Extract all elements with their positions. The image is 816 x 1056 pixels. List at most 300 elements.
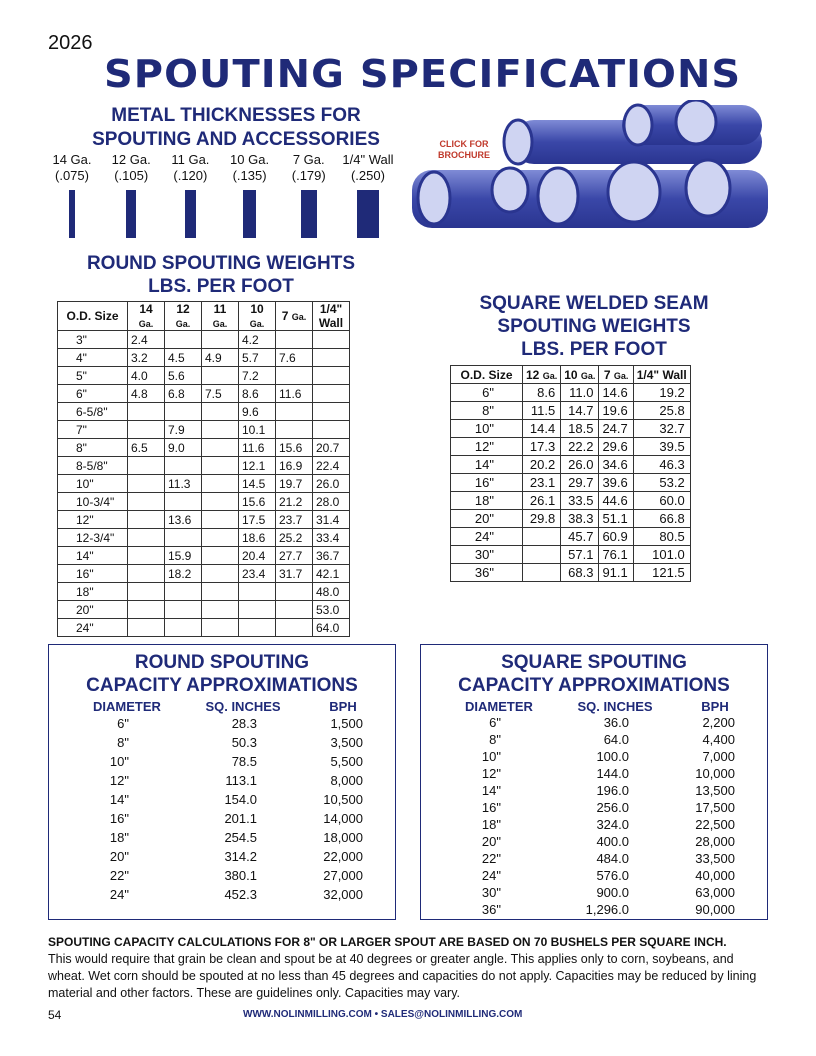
column-header [313,302,350,331]
capacity-row [421,799,767,816]
table-row [58,349,350,367]
capacity-row [49,790,395,809]
weight-cell [276,421,313,439]
capacity-sq-inches: 196.0 [596,783,629,798]
weight-cell [276,331,313,349]
weight-cell: 26.1 [523,492,561,510]
weight-cell [165,457,202,475]
capacity-row [49,733,395,752]
table-row [58,421,350,439]
capacity-bph: 4,400 [702,732,735,747]
weight-cell [276,403,313,421]
weight-cell: 24.7 [599,420,633,438]
weight-cell: 15.6 [276,439,313,457]
capacity-sq-inches: 256.0 [596,800,629,815]
square-weights-title [450,292,738,361]
weight-cell [128,601,165,619]
round-capacity-title [49,651,395,697]
gauge-thickness-bar [243,190,255,238]
weight-cell: 8.6 [239,385,276,403]
weight-cell: 17.5 [239,511,276,529]
weight-cell: 7.6 [276,349,313,367]
weight-cell [202,475,239,493]
weight-cell [239,619,276,637]
weight-cell [202,439,239,457]
capacity-bph: 13,500 [695,783,735,798]
weight-cell: 121.5 [633,564,690,582]
gauge-unit: Ga. [580,370,596,381]
weight-cell [313,367,350,385]
weight-cell: 19.2 [633,384,690,402]
column-header-label: O.D. Size [66,309,119,323]
footnote-bold: SPOUTING CAPACITY CALCULATIONS FOR 8" OR LARGER SPOUT ARE BASED ON 70 BUSHELS PER SQUARE INCH. [48,935,727,949]
weight-cell: 29.8 [523,510,561,528]
round-weights-table [57,301,350,637]
weight-cell: 25.8 [633,402,690,420]
capacity-sq-inches: 144.0 [596,766,629,781]
weight-cell: 5.6 [165,367,202,385]
weight-cell: 51.1 [599,510,633,528]
weight-cell: 13.6 [165,511,202,529]
column-header-label: 10 [564,367,578,382]
column-header-label: O.D. Size [460,367,513,382]
weight-cell: 4.8 [128,385,165,403]
column-header-label: 12 [526,367,540,382]
weight-cell [202,457,239,475]
weight-cell [313,421,350,439]
weight-cell [202,565,239,583]
gauge-thickness-bar [301,190,317,238]
weight-cell: 60.9 [599,528,633,546]
weight-cell [202,493,239,511]
capacity-bph: 8,000 [330,773,363,788]
gauge-item [44,152,100,238]
weight-cell: 44.6 [599,492,633,510]
column-header [128,302,165,331]
capacity-sq-inches: 452.3 [224,887,257,902]
weight-cell: 29.7 [561,474,599,492]
round-capacity-rows [49,714,395,904]
capacity-sq-inches: 576.0 [596,868,629,883]
capacity-sq-inches: 78.5 [231,754,257,769]
weight-cell: 53.2 [633,474,690,492]
brochure-line2[interactable]: BROCHURE [438,150,491,160]
gauge-unit: Ga. [613,370,629,381]
weight-cell [276,583,313,601]
capacity-diameter: 30" [481,885,501,900]
capacity-row [421,901,767,918]
thickness-title-line1: METAL THICKNESSES FOR [111,105,361,126]
weight-cell: 66.8 [633,510,690,528]
table-row [58,331,350,349]
weight-cell [276,619,313,637]
capacity-sq-inches: 201.1 [224,811,257,826]
capacity-column-header: SQ. INCHES [577,699,653,714]
weight-cell [165,583,202,601]
weight-cell [202,547,239,565]
capacity-bph: 32,000 [323,887,363,902]
od-size-cell: 8" [58,439,128,457]
weight-cell: 64.0 [313,619,350,637]
capacity-diameter: 10" [109,754,129,769]
capacity-sq-inches: 900.0 [596,885,629,900]
capacity-row [49,866,395,885]
round-capacity-title-line1: ROUND SPOUTING [134,652,310,673]
table-row [58,547,350,565]
gauge-item [340,152,396,238]
brochure-link[interactable] [438,139,490,161]
weight-cell: 31.7 [276,565,313,583]
weight-cell: 4.5 [165,349,202,367]
table-row [451,492,691,510]
square-capacity-box [420,644,768,920]
capacity-diameter: 8" [117,735,129,750]
weight-cell: 7.2 [239,367,276,385]
weight-cell: 76.1 [599,546,633,564]
capacity-diameter: 22" [109,868,129,883]
pipe-brochure-image[interactable] [412,100,768,230]
gauge-item [281,152,337,238]
weight-cell [202,403,239,421]
table-row [58,439,350,457]
weight-cell: 15.9 [165,547,202,565]
square-capacity-rows [421,714,767,918]
od-size-cell: 6" [58,385,128,403]
capacity-row [49,752,395,771]
capacity-diameter: 8" [489,732,501,747]
od-size-cell: 12-3/4" [58,529,128,547]
capacity-diameter: 6" [117,716,129,731]
capacity-diameter: 12" [481,766,501,781]
od-size-cell: 36" [451,564,523,582]
round-capacity-title-line2: CAPACITY APPROXIMATIONS [86,675,358,696]
weight-cell [165,403,202,421]
capacity-diameter: 20" [109,849,129,864]
weight-cell: 4.2 [239,331,276,349]
page-number: 54 [48,1008,62,1022]
weight-cell: 9.0 [165,439,202,457]
table-row [58,367,350,385]
gauge-list [44,152,396,238]
od-size-cell: 12" [58,511,128,529]
gauge-item [222,152,278,238]
weight-cell: 7.5 [202,385,239,403]
weight-cell: 9.6 [239,403,276,421]
square-capacity-title [421,651,767,697]
table-row [58,475,350,493]
thickness-title-line2: SPOUTING AND ACCESSORIES [92,129,380,150]
weight-cell: 15.6 [239,493,276,511]
weight-cell: 17.3 [523,438,561,456]
weight-cell: 25.2 [276,529,313,547]
table-row [451,456,691,474]
capacity-row [421,714,767,731]
od-size-cell: 30" [451,546,523,564]
gauge-unit: Ga. [542,370,558,381]
weight-cell: 3.2 [128,349,165,367]
weight-cell: 2.4 [128,331,165,349]
od-size-cell: 7" [58,421,128,439]
od-size-cell: 5" [58,367,128,385]
capacity-diameter: 18" [481,817,501,832]
weight-cell: 32.7 [633,420,690,438]
gauge-item [162,152,218,238]
capacity-bph: 63,000 [695,885,735,900]
weight-cell [128,511,165,529]
weight-cell [128,565,165,583]
round-weights-title-line1: ROUND SPOUTING WEIGHTS [86,253,356,274]
weight-cell: 91.1 [599,564,633,582]
column-header [599,366,633,384]
gauge-thickness: (.075) [55,168,89,183]
gauge-unit: Ga. [175,319,191,329]
od-size-cell: 20" [58,601,128,619]
weight-cell: 8.6 [523,384,561,402]
weight-cell: 23.7 [276,511,313,529]
weight-cell: 20.2 [523,456,561,474]
capacity-bph: 18,000 [323,830,363,845]
capacity-diameter: 6" [489,715,501,730]
round-weights-title [57,252,385,298]
capacity-bph: 28,000 [695,834,735,849]
square-capacity-title-line1: SQUARE SPOUTING [501,652,687,673]
table-row [58,403,350,421]
weight-cell: 39.6 [599,474,633,492]
gauge-thickness: (.105) [114,168,149,183]
capacity-row [49,714,395,733]
weight-cell: 11.0 [561,384,599,402]
square-capacity-header [421,699,767,714]
column-header-label: 10 [250,302,264,316]
weight-cell: 39.5 [633,438,690,456]
capacity-row [421,833,767,850]
capacity-bph: 22,500 [695,817,735,832]
weight-cell: 20.4 [239,547,276,565]
table-row [451,438,691,456]
capacity-row [421,816,767,833]
table-row [451,564,691,582]
weight-cell: 18.5 [561,420,599,438]
capacity-bph: 10,500 [323,792,363,807]
capacity-footnote [48,934,770,1002]
capacity-bph: 22,000 [323,849,363,864]
weight-cell: 34.6 [599,456,633,474]
weight-cell: 4.0 [128,367,165,385]
round-weights-title-line2: LBS. PER FOOT [148,276,294,297]
website-footer[interactable]: WWW.NOLINMILLING.COM • SALES@NOLINMILLING.COM [243,1009,523,1020]
weight-cell [128,457,165,475]
weight-cell: 14.6 [599,384,633,402]
gauge-name: 1/4" Wall [342,152,394,167]
weight-cell: 14.4 [523,420,561,438]
column-header-label: 7 [281,309,289,323]
table-row [58,385,350,403]
weight-cell: 38.3 [561,510,599,528]
weight-cell [523,546,561,564]
gauge-unit: Ga. [212,319,228,329]
weight-cell: 14.5 [239,475,276,493]
weight-cell [128,547,165,565]
weight-cell: 11.3 [165,475,202,493]
capacity-diameter: 12" [109,773,129,788]
gauge-item [103,152,159,238]
gauge-name: 7 Ga. [292,152,325,167]
weight-cell [202,367,239,385]
weight-cell [313,403,350,421]
od-size-cell: 10-3/4" [58,493,128,511]
capacity-row [49,885,395,904]
od-size-cell: 18" [451,492,523,510]
table-row [58,565,350,583]
column-header [202,302,239,331]
capacity-diameter: 14" [481,783,501,798]
capacity-diameter: 16" [109,811,129,826]
capacity-sq-inches: 36.0 [603,715,629,730]
capacity-sq-inches: 1,296.0 [585,902,629,917]
weight-cell: 19.6 [599,402,633,420]
weight-cell: 48.0 [313,583,350,601]
column-header-label: 1/4" Wall [636,367,687,382]
capacity-row [421,765,767,782]
weight-cell: 28.0 [313,493,350,511]
weight-cell: 33.4 [313,529,350,547]
capacity-bph: 40,000 [695,868,735,883]
gauge-name: 10 Ga. [230,152,270,167]
weight-cell [128,529,165,547]
weight-cell: 16.9 [276,457,313,475]
capacity-row [421,867,767,884]
od-size-cell: 20" [451,510,523,528]
weight-cell [202,601,239,619]
table-row [58,601,350,619]
column-header [523,366,561,384]
capacity-bph: 7,000 [702,749,735,764]
od-size-cell: 14" [58,547,128,565]
weight-cell: 19.7 [276,475,313,493]
table-row [58,529,350,547]
weight-cell [202,331,239,349]
weight-cell: 12.1 [239,457,276,475]
weight-cell [128,493,165,511]
table-row [58,619,350,637]
capacity-row [49,771,395,790]
capacity-sq-inches: 314.2 [224,849,257,864]
table-row [58,457,350,475]
gauge-thickness: (.179) [291,168,326,183]
column-header [561,366,599,384]
weight-cell: 18.2 [165,565,202,583]
weight-cell [202,583,239,601]
od-size-cell: 10" [58,475,128,493]
weight-cell: 101.0 [633,546,690,564]
weight-cell: 60.0 [633,492,690,510]
weight-cell [128,421,165,439]
weight-cell: 4.9 [202,349,239,367]
gauge-thickness: (.250) [350,168,385,183]
capacity-sq-inches: 64.0 [603,732,629,747]
gauge-name: 14 Ga. [52,152,92,167]
weight-cell [165,331,202,349]
column-header [451,366,523,384]
capacity-row [421,731,767,748]
weight-cell [523,564,561,582]
capacity-row [421,850,767,867]
capacity-diameter: 24" [109,887,129,902]
gauge-thickness-bar [126,190,135,238]
gauge-thickness-bar [357,190,380,238]
weight-cell [202,619,239,637]
capacity-diameter: 22" [481,851,501,866]
capacity-diameter: 14" [109,792,129,807]
column-header-label: 1/4" Wall [318,302,344,330]
gauge-unit: Ga. [249,319,265,329]
table-row [451,384,691,402]
thickness-title [48,104,424,152]
capacity-diameter: 20" [481,834,501,849]
od-size-cell: 3" [58,331,128,349]
weight-cell: 10.1 [239,421,276,439]
od-size-cell: 8-5/8" [58,457,128,475]
capacity-row [421,748,767,765]
square-weights-table [450,365,691,582]
od-size-cell: 16" [58,565,128,583]
brochure-line1[interactable]: CLICK FOR [439,139,489,149]
square-weights-title-line2: SPOUTING WEIGHTS [497,316,691,337]
od-size-cell: 8" [451,402,523,420]
weight-cell: 26.0 [561,456,599,474]
capacity-bph: 5,500 [330,754,363,769]
capacity-diameter: 10" [481,749,501,764]
weight-cell: 26.0 [313,475,350,493]
column-header [633,366,690,384]
od-size-cell: 6" [451,384,523,402]
weight-cell: 20.7 [313,439,350,457]
weight-cell: 21.2 [276,493,313,511]
capacity-sq-inches: 380.1 [224,868,257,883]
od-size-cell: 24" [451,528,523,546]
weight-cell [128,583,165,601]
capacity-row [49,847,395,866]
weight-cell: 29.6 [599,438,633,456]
gauge-thickness: (.120) [173,168,208,183]
capacity-bph: 27,000 [323,868,363,883]
weight-cell: 22.2 [561,438,599,456]
capacity-diameter: 18" [109,830,129,845]
footnote-text: This would require that grain be clean and spout be at 40 degrees or greater angle. This applies only to corn, soybeans, and wheat. Wet corn should be spouted at no less than 45 degrees and capacities do not apply. Capacities may be reduced by lining material and other factors. These are guidelines only. Capacities may vary. [48,952,757,1000]
weight-cell: 22.4 [313,457,350,475]
capacity-bph: 1,500 [330,716,363,731]
weight-cell [128,403,165,421]
gauge-name: 11 Ga. [171,152,210,167]
table-row [451,474,691,492]
square-weights-title-line1: SQUARE WELDED SEAM [479,293,709,314]
od-size-cell: 12" [451,438,523,456]
column-header-label: 14 [139,302,153,316]
od-size-cell: 6-5/8" [58,403,128,421]
weight-cell: 45.7 [561,528,599,546]
round-capacity-header [49,699,395,714]
weight-cell: 57.1 [561,546,599,564]
table-row [58,583,350,601]
table-row [58,511,350,529]
capacity-sq-inches: 100.0 [596,749,629,764]
column-header-label: 11 [213,302,227,316]
capacity-sq-inches: 50.3 [231,735,257,750]
weight-cell: 7.9 [165,421,202,439]
weight-cell [202,511,239,529]
weight-cell: 42.1 [313,565,350,583]
weight-cell: 27.7 [276,547,313,565]
